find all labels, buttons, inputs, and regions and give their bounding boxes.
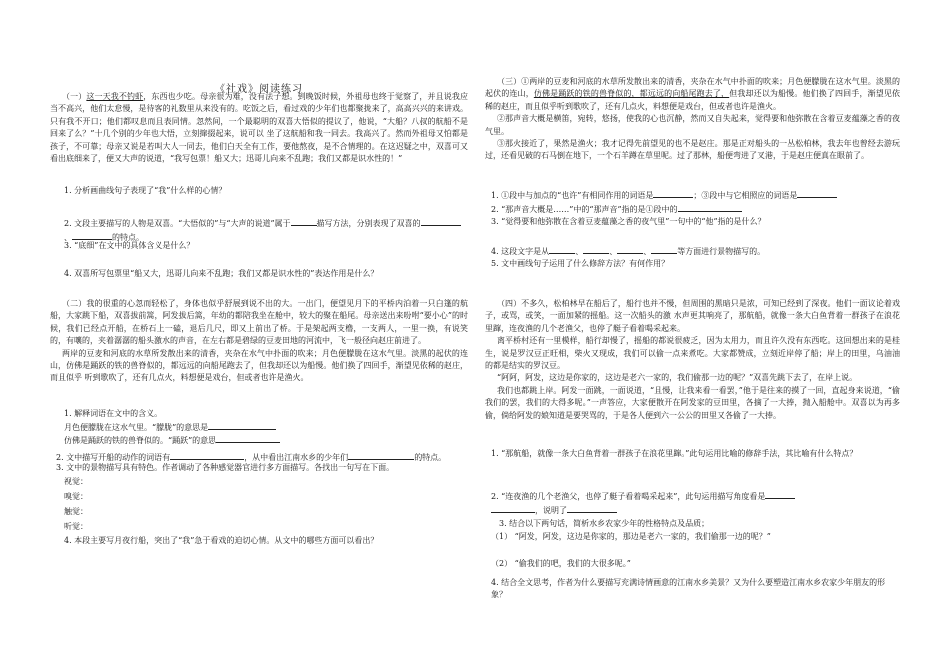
s2-question-3: 3. 文中的景物描写具有特色。作者调动了各种感觉器官进行多方面描写。各找出一句写在下面。 xyxy=(56,463,395,472)
s3-question-4: 4. 这段文字是从 、 、 、 等方面进行景物描写的。 xyxy=(485,244,900,258)
underlined-sentence: 仿佛是踊跃的铁的兽脊似的，都远远的向船尾跑去了， xyxy=(533,89,730,99)
page-title: 《社戏》阅读练习 xyxy=(215,84,303,95)
answer-blank[interactable] xyxy=(653,188,693,198)
answer-blank[interactable] xyxy=(291,216,317,226)
answer-blank[interactable] xyxy=(651,244,677,254)
answer-blank[interactable] xyxy=(617,244,643,254)
section-4-passage: （四）不多久，松柏林早在船后了，船行也并不慢，但周围的黑暗只是浓，可知已经到了深夜。他们一面议论着戏子，或骂，或笑，一面加紧的摇船。这一次船头的激 水声更其响亮了，那航船，就像一条大白鱼背着一群孩子在浪花里蹿，连夜渔的几个老渔父，也停了艇子看着喝采起来。 离平桥村还有一里模样，船行却慢了，摇船的都说很疲乏，因为太用力，而且许久没有东西吃。这回想出来的是桂生，说是罗汉豆正旺相，柴火又现成，我们可以偷一点来煮吃。大家都赞成，立刻近岸停了船；岸上的田里，乌油油的都是结实的罗汉豆。 “阿阿，阿发，这边是你家的，这边是老六一家的，我们偷那一边的呢？”双喜先跳下去了，在岸上说。 我们也都跳上岸。阿发一面跳，一面说道，“且慢，让我来看一看罢，”他于是往来的摸了一回，直起身来说道，“偷我们的罢，我们的大得多呢。”一声答应，大家便散开在阿发家的豆田里，各摘了一大捧，抛入船舱中。双喜以为再多偷，倘给阿发的娘知道是要哭骂的，于是各人便到六一公公的田里又各偷了一大捧。 xyxy=(485,299,900,420)
section-1-passage: （一）这一天我不钓虾，东西也少吃。母亲很为难，没有法子想。到晚饭时候，外祖母也终于觉察了，并且说我应当不高兴，他们太怠慢，是待客的礼数里从来没有的。吃饭之后，看过戏的少年们也都聚拢来了，高高兴兴的来讲戏。只有我不开口；他们都叹息而且表同情。忽然间，一个最聪明的双喜大悟似的提议了，他说，“大船？八叔的航船不是回来了么？”十几个别的少年也大悟，立刻撺掇起来，说可以 坐了这航船和我一同去。我高兴了。然而外祖母又怕都是孩子，不可靠；母亲又说是若叫大人一同去，他们白天全有工作，要他熬夜，是不合情理的。在这迟疑之中，双喜可又看出底细来了，便又大声的说道，“我写包票！船又大；迅哥儿向来不乱跑；我们又都是识水性的！” xyxy=(50,92,469,164)
s1-question-1: 1. 分析画曲线句子表现了“我”什么样的心情？ xyxy=(64,186,227,195)
sense-smell: 嗅觉： xyxy=(64,492,88,501)
s3-question-1: 1. ①段中与加点的“也许”有相同作用的词语是 ；③段中与它相照应的词语是 xyxy=(485,188,900,202)
answer-blank[interactable] xyxy=(583,244,609,254)
answer-blank[interactable] xyxy=(216,433,280,443)
answer-blank[interactable] xyxy=(208,420,276,430)
answer-blank[interactable] xyxy=(567,503,617,513)
s3-question-5: 5. 文中画线句子运用了什么修辞方法？有何作用？ xyxy=(491,259,670,268)
answer-blank[interactable] xyxy=(678,202,742,212)
answer-blank[interactable] xyxy=(549,244,575,254)
s3-question-3: 3. “觉得要和他弥散在含着豆麦蕴藻之香的夜气里”一句中的“他”指的是什么？ xyxy=(491,217,766,226)
answer-blank[interactable] xyxy=(797,188,837,198)
s4-question-3a: （1） “阿发，阿发，这边是你家的，那边是老六一家的，我们偷那一边的呢？” xyxy=(491,532,771,541)
s1-question-2: 2. 文段主要描写的人物是双喜。“大悟似的”与“大声的说道”属于 描写方法，分别表现了双喜的、 的特点。 xyxy=(50,216,468,245)
sense-touch: 触觉： xyxy=(64,507,88,516)
answer-blank[interactable] xyxy=(765,489,795,499)
answer-blank[interactable] xyxy=(348,450,414,460)
s4-question-2: 2. “连夜渔的几个老渔父，也停了艇子看着喝采起来”，此句运用描写角度看是 ，说明了 xyxy=(485,489,900,518)
s4-question-1: 1. “那航船，就像一条大白鱼背着一群孩子在浪花里蹿。”此句运用比喻的修辞手法，其比喻有什么特点？ xyxy=(491,449,858,458)
section-2-passage: （二）我的很重的心忽而轻松了，身体也似乎舒展到说不出的大。一出门，便望见月下的平桥内泊着一只白篷的航船，大家跳下船，双喜拔前篙，阿发拔后篙，年幼的都陪我坐在舱中，较大的聚在船尾。母亲送出来吩咐“要小心”的时候，我们已经点开船，在桥石上一磕，退后几尺，即又上前出了桥。于是架起两支橹，一支两人，一里一换，有说笑的，有嚷的，夹着潺潺的船头激水的声音，在左右都是碧绿的豆麦田地的河流中，飞一般径向赵庄前进了。 两岸的豆麦和河底的水草所发散出来的清香，夹杂在水气中扑面的吹来；月色便朦胧在这水气里。淡黑的起伏的连山，仿佛是踊跃的铁的兽脊似的，都远远的向船尾跑去了，但我却还以为船慢。他们换了四回手，渐望见依稀的赵庄，而且似乎 听到歌吹了，还有几点火，料想便是戏台，但或者也许是渔火。 xyxy=(50,299,468,383)
s4-question-4: 4. 结合全文思考，作者为什么要描写充满诗情画意的江南水乡美景？又为什么要塑造江南水乡农家少年朋友的形象？ xyxy=(491,578,886,600)
answer-blank[interactable] xyxy=(72,230,112,240)
s2-question-1b: 仿佛是踊跃的铁的兽脊似的。“踊跃”的意思 xyxy=(50,433,468,447)
s3-question-2: 2. “那声音大概是……”中的“那声音”指的是①段中的 xyxy=(485,202,900,216)
underlined-sentence: 这一天我不钓虾 xyxy=(86,92,144,101)
sense-hearing: 听觉： xyxy=(64,522,88,531)
s1-question-4: 4. 双喜所写包票里“船又大，迅哥儿向来不乱跑；我们又都是识水性的”表达作用是什么？ xyxy=(64,269,379,278)
section-3-passage: （三）①两岸的豆麦和河底的水草所发散出来的清香，夹杂在水气中扑面的吹来；月色便朦胧在这水气里。淡黑的起伏的连山，仿佛是踊跃的铁的兽脊似的，都远远的向船尾跑去了，但我却还以为船慢。他们换了四回手，渐望见依稀的赵庄，而且似乎听到歌吹了，还有几点火，料想便是戏台，但或者也许是渔火。 ②那声音大概是横笛，宛转，悠扬，使我的心也沉静，然而又自失起来，觉得要和他弥散在含着豆麦蕴藻之香的夜气里。 ③那火接近了，果然是渔火；我才记得先前望见的也不是赵庄。那是正对船头的一丛松柏林，我去年也曾经去游玩过，还看见破的石马倒在地下，一个石羊蹲在草里呢。过了那林，船便弯进了叉港，于是赵庄便真在眼前了。 xyxy=(485,77,901,161)
answer-blank[interactable] xyxy=(491,503,535,513)
s2-question-2: 2. 文中描写开船的动作的词语有 ，从中看出江南水乡的少年们 的特点。 xyxy=(50,450,468,464)
s4-question-3: 3. 结合以下两句话，简析水乡农家少年的性格特点及品质； xyxy=(499,519,710,528)
sense-vision: 视觉： xyxy=(64,477,88,486)
s1-question-3: 3. “底细”在文中的具体含义是什么？ xyxy=(64,241,195,250)
s2-question-4: 4. 本段主要写月夜行船，突出了“我”急于看戏的迫切心情。从文中的哪些方面可以看出？ xyxy=(64,536,379,545)
s2-question-1a: 月色便朦胧在这水气里。“朦胧”的意思是 xyxy=(50,420,468,434)
answer-blank[interactable] xyxy=(170,450,244,460)
s2-question-1: 1. 解释词语在文中的含义。 xyxy=(64,409,163,418)
s4-question-3b: （2） “偷我们的吧，我们的大很多呢。” xyxy=(491,559,631,568)
answer-blank[interactable] xyxy=(421,216,461,226)
